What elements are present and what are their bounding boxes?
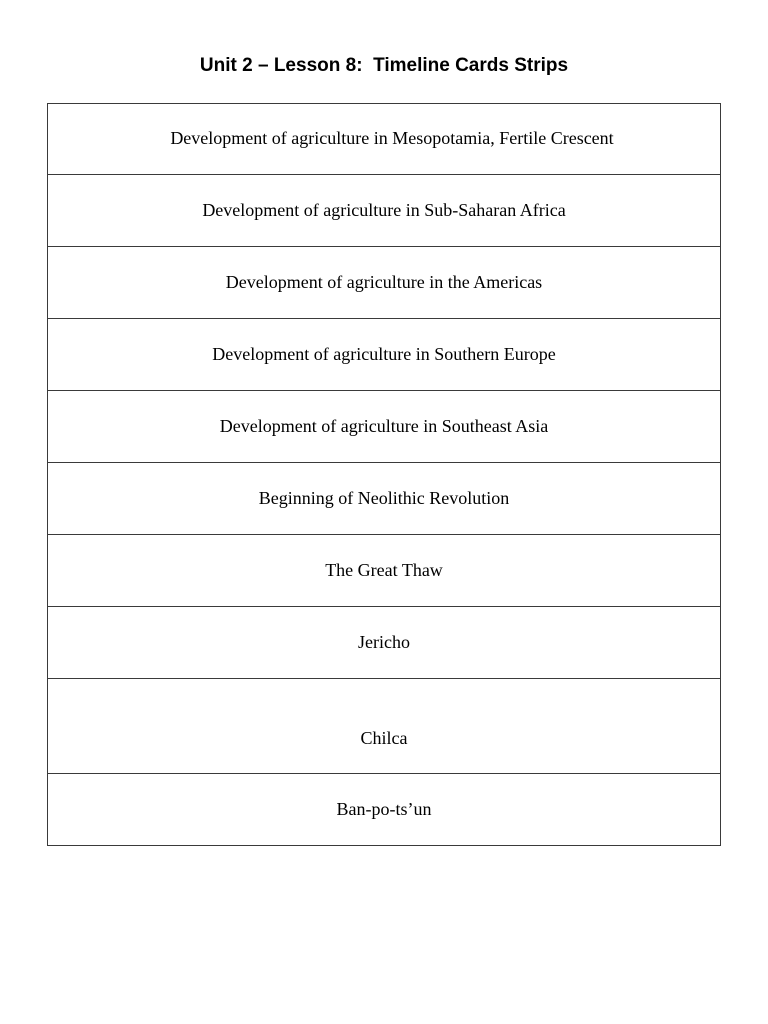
timeline-card-row: [48, 391, 721, 463]
timeline-card-row: [48, 104, 721, 175]
timeline-card: Chilca: [48, 679, 721, 774]
timeline-card-row: [48, 319, 721, 391]
timeline-card: Beginning of Neolithic Revolution: [48, 463, 721, 535]
timeline-card: Development of agriculture in Southern Europe: [48, 319, 721, 391]
timeline-card-row: [48, 679, 721, 774]
timeline-card-row: [48, 247, 721, 319]
timeline-card: Development of agriculture in Southeast Asia: [48, 391, 721, 463]
timeline-card: Development of agriculture in Mesopotamia, Fertile Crescent: [48, 104, 721, 175]
timeline-card-row: [48, 607, 721, 679]
timeline-card-row: [48, 774, 721, 846]
timeline-card: The Great Thaw: [48, 535, 721, 607]
timeline-card: Development of agriculture in the Americas: [48, 247, 721, 319]
timeline-card-row: [48, 463, 721, 535]
timeline-card: Ban-po-ts’un: [48, 774, 721, 846]
timeline-card: Development of agriculture in Sub-Saharan Africa: [48, 175, 721, 247]
timeline-card-row: [48, 175, 721, 247]
timeline-cards-table: [47, 103, 721, 846]
timeline-card: Jericho: [48, 607, 721, 679]
timeline-card-row: [48, 535, 721, 607]
page-title: Unit 2 – Lesson 8: Timeline Cards Strips: [199, 55, 569, 76]
